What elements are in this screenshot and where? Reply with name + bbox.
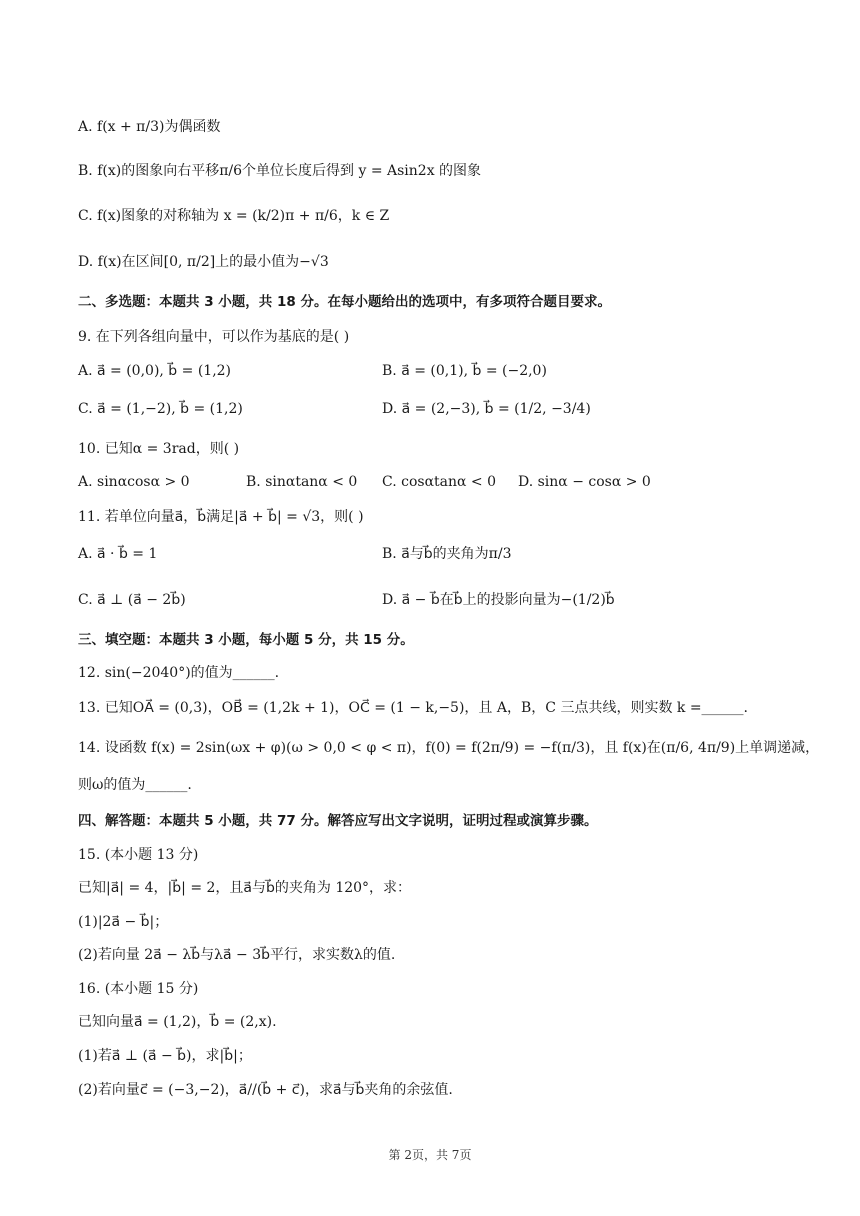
- q15-part-2: (2)若向量 2a⃗ − λb⃗与λa⃗ − 3b⃗平行，求实数λ的值.: [78, 947, 396, 963]
- q15-title: 15. (本小题 13 分): [78, 847, 199, 863]
- q15-stem: 已知|a⃗| = 4，|b⃗| = 2，且a⃗与b⃗的夹角为 120°，求：: [78, 880, 412, 896]
- section-2-heading: 二、多选题：本题共 3 小题，共 18 分。在每小题给出的选项中，有多项符合题目要求。: [78, 294, 611, 310]
- q10-option-a: A. sinαcosα > 0: [78, 474, 190, 490]
- q9-stem: 9. 在下列各组向量中，可以作为基底的是( ): [78, 329, 350, 345]
- q11-row-1: [78, 544, 512, 564]
- section-4-heading: 四、解答题：本题共 5 小题，共 77 分。解答应写出文字说明，证明过程或演算步骤。: [78, 813, 598, 829]
- q16-title: 16. (本小题 15 分): [78, 981, 199, 997]
- page-footer: 第 2页，共 7页: [388, 1148, 472, 1162]
- q11-option-a: A. a⃗ · b⃗ = 1: [78, 546, 158, 562]
- q9-option-b: B. a⃗ = (0,1), b⃗ = (−2,0): [382, 363, 547, 379]
- q11-option-d: D. a⃗ − b⃗在b⃗上的投影向量为−(1/2)b⃗: [382, 592, 615, 608]
- q14-line-2: 则ω的值为______.: [78, 777, 192, 793]
- q9-row-2: [78, 399, 591, 419]
- q10-stem: 10. 已知α = 3rad，则( ): [78, 441, 240, 457]
- q10-option-d: D. sinα − cosα > 0: [518, 474, 651, 490]
- q9-option-a: A. a⃗ = (0,0), b⃗ = (1,2): [78, 363, 232, 379]
- q11-option-b: B. a⃗与b⃗的夹角为π/3: [382, 546, 512, 562]
- q9-option-c: C. a⃗ = (1,−2), b⃗ = (1,2): [78, 401, 243, 417]
- q16-part-1: (1)若a⃗ ⊥ (a⃗ − b⃗)，求|b⃗|；: [78, 1048, 252, 1064]
- q8-option-a: A. f(x + π/3)为偶函数: [78, 119, 221, 135]
- q16-part-2: (2)若向量c⃗ = (−3,−2)，a⃗//(b⃗ + c⃗)，求a⃗与b⃗夹角的余弦值.: [78, 1082, 453, 1098]
- q8-option-c: C. f(x)图象的对称轴为 x = (k/2)π + π/6，k ∈ Z: [78, 208, 390, 224]
- q13-text: 13. 已知OA⃗ = (0,3)，OB⃗ = (1,2k + 1)，OC⃗ = (1 − k,−5)，且 A，B，C 三点共线，则实数 k =______.: [78, 700, 749, 716]
- q11-option-c: C. a⃗ ⊥ (a⃗ − 2b⃗): [78, 592, 186, 608]
- q10-option-b: B. sinαtanα < 0: [246, 474, 358, 490]
- q9-row-1: [78, 361, 547, 381]
- q11-stem: 11. 若单位向量a⃗，b⃗满足|a⃗ + b⃗| = √3，则( ): [78, 509, 364, 525]
- section-3-heading: 三、填空题：本题共 3 小题，每小题 5 分，共 15 分。: [78, 632, 414, 648]
- q10-option-c: C. cosαtanα < 0: [382, 474, 497, 490]
- q9-option-d: D. a⃗ = (2,−3), b⃗ = (1/2, −3/4): [382, 401, 591, 417]
- q8-option-b: B. f(x)的图象向右平移π/6个单位长度后得到 y = Asin2x 的图象: [78, 163, 482, 179]
- exam-page: [78, 0, 820, 1216]
- q11-row-2: [78, 590, 615, 610]
- q12-text: 12. sin(−2040°)的值为______.: [78, 665, 280, 681]
- q8-option-d: D. f(x)在区间[0, π/2]上的最小值为−√3: [78, 254, 329, 270]
- q15-part-1: (1)|2a⃗ − b⃗|；: [78, 914, 169, 930]
- q16-stem: 已知向量a⃗ = (1,2)，b⃗ = (2,x).: [78, 1014, 277, 1030]
- q14-line-1: 14. 设函数 f(x) = 2sin(ωx + φ)(ω > 0,0 < φ < π)，f(0) = f(2π/9) = −f(π/3)，且 f(x)在(π/6, 4π/9)上单调递减，: [78, 740, 820, 756]
